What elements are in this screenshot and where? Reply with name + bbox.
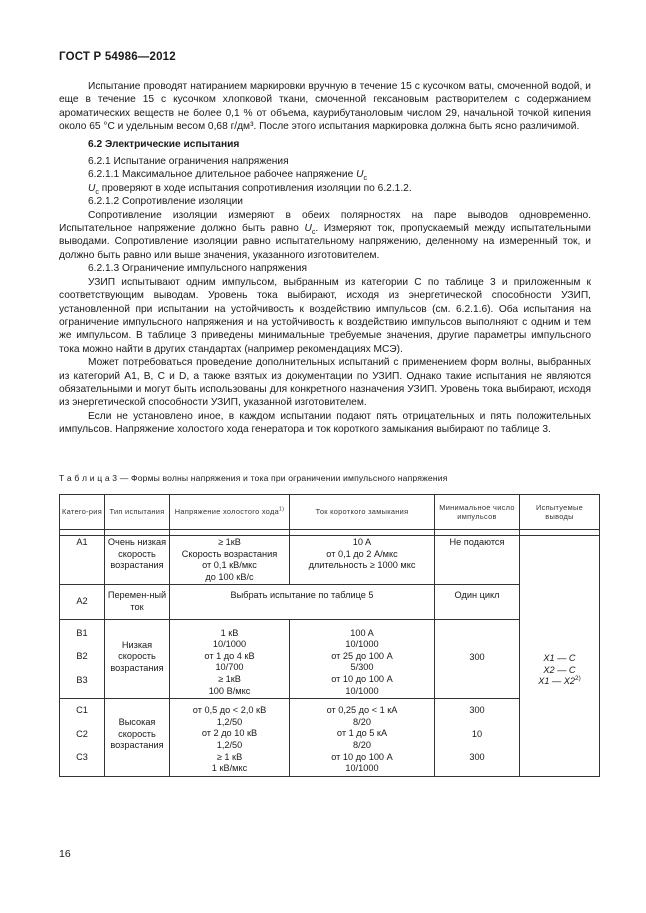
table-row xyxy=(60,536,600,585)
header-test-type: Тип испытания xyxy=(105,495,170,530)
paragraph: УЗИП испытывают одним импульсом, выбранным из категории С по таблице 3 и приложенным к соответствующим выводам. Уровень тока выбирают, исходя из энергетической способности УЗИП, установленной при испытании на устойчивость к воздействию импульсов (см. 6.2.1.6). Оба испытания на ограничение импульсного напряжения и на устойчивость к воздействию импульсов выполняют с одним и тем же импульсом. В таблице 3 приведены минимальные требуемые значения, другие параметры импульсного тока можно найти в других стандартах (например рекомендациях МСЭ). xyxy=(59,276,591,355)
table-row xyxy=(60,699,600,777)
subscript: c xyxy=(95,187,99,196)
cell-voltage: от 0,5 до < 2,0 кВ 1,2/50 от 2 до 10 кВ 1,2/50 ≥ 1 кВ 1 кВ/мкс xyxy=(170,699,290,777)
cell-category: A1 xyxy=(60,536,105,585)
cell-category: B1 B2 B3 xyxy=(60,619,105,699)
cell-terminals: X1 — C X2 — C X1 — X2$^{2)}$ xyxy=(520,536,600,777)
cell-count: 300 xyxy=(435,619,520,699)
document-header: ГОСТ Р 54986—2012 xyxy=(59,51,176,63)
paragraph: Если не установлено иное, в каждом испытании подают пять отрицательных и пять положительных импульсов. Напряжение холостого хода генератора и ток короткого замыкания выбирают по таблице 3. xyxy=(59,410,591,436)
header-voltage: Напряжение холостого хода$^{1)}$ xyxy=(170,495,290,530)
text: 6.2.1.1 Максимальное длительное рабочее напряжение xyxy=(88,169,357,181)
cell-current: 10 A от 0,1 до 2 A/мкс длительность ≥ 1000 мкс xyxy=(290,536,435,585)
header-category: Катего-рия xyxy=(60,495,105,530)
cell-type: Высокая скорость возрастания xyxy=(105,699,170,777)
voltage-symbol: U xyxy=(304,223,312,235)
header-current: Ток короткого замыкания xyxy=(290,495,435,530)
cell-category: C1 C2 C3 xyxy=(60,699,105,777)
paragraph xyxy=(59,209,591,263)
text: . Измеряют ток, пропускаемый между испытательными выводами. Сопротивление изоляции равно испытательному напряжению, деленному на измеренный ток, и должно быть равно или выше значения, указанного изготовителем. xyxy=(59,223,591,261)
table-row xyxy=(60,585,600,619)
header-terminals: Испытуемые выводы xyxy=(520,495,600,530)
paragraph: Испытание проводят натиранием маркировки вручную в течение 15 с кусочком ваты, смоченной водой, и еще в течение 15 с кусочком хлопковой ткани, смоченной гексановым растворителем с содержанием ароматических веществ не более 0,1 % от объема, каурибутаноловым числом 29, начальной точкой кипения около 65 °С и удельным весом 0,68 г/дм³. После этого испытания маркировка должна быть ясно различимой. xyxy=(59,81,591,133)
paragraph: Может потребоваться проведение дополнительных испытаний с применением форм волны, выбранных из категорий А1, В, С и D, а также взятых из документации по УЗИП. Однако такие испытания не являются обязательными и могут быть использованы для конкретного назначения УЗИП. Уровень тока выбирают, исходя из энергетической способности УЗИП, указанной изготовителем. xyxy=(59,357,591,409)
cell-type: Перемен-ный ток xyxy=(105,585,170,619)
table-caption: Т а б л и ц а 3 — Формы волны напряжения и тока при ограничении импульсного напряжения xyxy=(59,473,448,483)
waveform-table xyxy=(59,494,600,777)
voltage-symbol: U xyxy=(356,169,364,181)
paragraph xyxy=(59,182,591,195)
text: Сопротивление изоляции измеряют в обеих полярностях на паре выводов одновременно. Испытательное напряжение должно быть равно xyxy=(59,209,591,235)
table-header-row xyxy=(60,495,600,530)
cell-voltage: ≥ 1кВ Скорость возрастания от 0,1 кВ/мкс до 100 кВ/с xyxy=(170,536,290,585)
cell-count: Не подаются xyxy=(435,536,520,585)
table-row xyxy=(60,619,600,699)
cell-current: 100 A 10/1000 от 25 до 100 A 5/300 от 10 до 100 A 10/1000 xyxy=(290,619,435,699)
cell-count: Один цикл xyxy=(435,585,520,619)
subsection-heading: 6.2.1 Испытание ограничения напряжения xyxy=(88,156,289,168)
cell-current: от 0,25 до < 1 кA 8/20 от 1 до 5 кA 8/20 от 10 до 100 A 10/1000 xyxy=(290,699,435,777)
cell-count: 300 10 300 xyxy=(435,699,520,777)
section-heading: 6.2 Электрические испытания xyxy=(88,138,240,150)
cell-merged: Выбрать испытание по таблице 5 xyxy=(170,585,435,619)
voltage-symbol: U xyxy=(88,182,96,194)
subsection-heading: 6.2.1.2 Сопротивление изоляции xyxy=(88,196,243,208)
page-number: 16 xyxy=(59,848,71,860)
subsection-heading: 6.2.1.3 Ограничение импульсного напряжения xyxy=(88,263,307,275)
subscript: c xyxy=(363,174,367,183)
cell-category: A2 xyxy=(60,585,105,619)
body-text xyxy=(59,80,591,437)
cell-type: Очень низкая скорость возрастания xyxy=(105,536,170,585)
cell-voltage: 1 кВ 10/1000 от 1 до 4 кВ 10/700 ≥ 1кВ 100 В/мкс xyxy=(170,619,290,699)
cell-type: Низкая скорость возрастания xyxy=(105,619,170,699)
subsection-heading xyxy=(59,168,591,181)
subscript: c xyxy=(311,228,316,237)
header-impulse-count: Минимальное число импульсов xyxy=(435,495,520,530)
text: проверяют в ходе испытания сопротивления изоляции по 6.2.1.2. xyxy=(98,182,412,194)
